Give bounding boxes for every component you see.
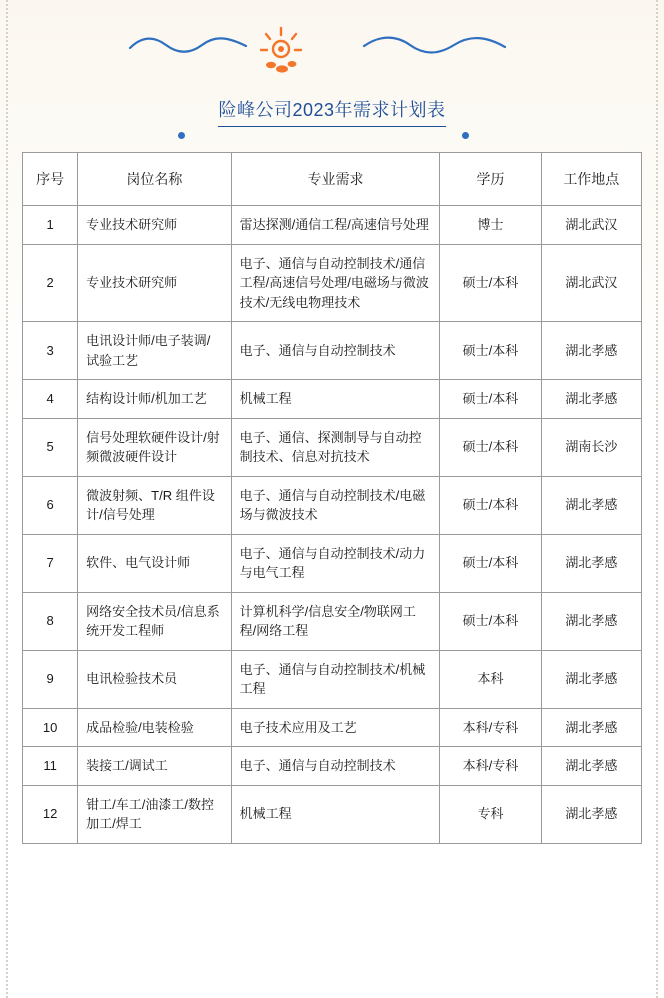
table-row — [23, 650, 642, 708]
cell-index: 11 — [23, 747, 78, 786]
cell-location: 湖北孝感 — [541, 650, 641, 708]
sun-icon — [258, 26, 304, 78]
cell-education: 本科/专科 — [440, 708, 541, 747]
cell-post: 微波射频、T/R 组件设计/信号处理 — [78, 476, 231, 534]
blue-dot-icon-left — [178, 132, 185, 139]
page-title: 险峰公司2023年需求计划表 — [218, 96, 445, 127]
cell-education: 博士 — [440, 206, 541, 245]
column-header-education: 学历 — [440, 153, 541, 206]
cell-index: 8 — [23, 592, 78, 650]
cell-education: 硕士/本科 — [440, 592, 541, 650]
table-row — [23, 476, 642, 534]
cell-education: 硕士/本科 — [440, 244, 541, 322]
cell-index: 7 — [23, 534, 78, 592]
cell-location: 湖北孝感 — [541, 747, 641, 786]
cell-location: 湖北武汉 — [541, 206, 641, 245]
cell-education: 硕士/本科 — [440, 534, 541, 592]
cell-major: 计算机科学/信息安全/物联网工程/网络工程 — [231, 592, 440, 650]
requirement-plan-table-wrapper — [22, 152, 642, 844]
cell-index: 12 — [23, 785, 78, 843]
cell-index: 9 — [23, 650, 78, 708]
table-row — [23, 708, 642, 747]
cell-post: 成品检验/电装检验 — [78, 708, 231, 747]
column-header-post: 岗位名称 — [78, 153, 231, 206]
table-row — [23, 322, 642, 380]
cell-major: 电子、通信与自动控制技术/机械工程 — [231, 650, 440, 708]
cell-major: 电子技术应用及工艺 — [231, 708, 440, 747]
cell-index: 2 — [23, 244, 78, 322]
cell-index: 1 — [23, 206, 78, 245]
cell-post: 软件、电气设计师 — [78, 534, 231, 592]
cell-major: 电子、通信与自动控制技术/动力与电气工程 — [231, 534, 440, 592]
table-row — [23, 380, 642, 419]
cell-education: 硕士/本科 — [440, 476, 541, 534]
table-row — [23, 534, 642, 592]
column-header-location: 工作地点 — [541, 153, 641, 206]
cell-major: 电子、通信、探测制导与自动控制技术、信息对抗技术 — [231, 418, 440, 476]
cell-education: 本科 — [440, 650, 541, 708]
cell-education: 专科 — [440, 785, 541, 843]
cell-major: 电子、通信与自动控制技术 — [231, 747, 440, 786]
cell-education: 硕士/本科 — [440, 418, 541, 476]
table-row — [23, 206, 642, 245]
table-header — [23, 153, 642, 206]
cell-index: 3 — [23, 322, 78, 380]
table-row — [23, 785, 642, 843]
cell-major: 机械工程 — [231, 785, 440, 843]
cell-location: 湖北孝感 — [541, 380, 641, 419]
cell-post: 专业技术研究师 — [78, 244, 231, 322]
cell-index: 5 — [23, 418, 78, 476]
table-row — [23, 592, 642, 650]
requirement-plan-table — [22, 152, 642, 844]
cell-post: 钳工/车工/油漆工/数控加工/焊工 — [78, 785, 231, 843]
wave-line-icon-right — [362, 34, 507, 61]
cell-major: 机械工程 — [231, 380, 440, 419]
cell-education: 硕士/本科 — [440, 380, 541, 419]
cell-post: 电讯设计师/电子装调/试验工艺 — [78, 322, 231, 380]
title-bar — [0, 96, 664, 154]
table-row — [23, 244, 642, 322]
cell-post: 网络安全技术员/信息系统开发工程师 — [78, 592, 231, 650]
cell-location: 湖北孝感 — [541, 322, 641, 380]
cell-major: 电子、通信与自动控制技术 — [231, 322, 440, 380]
cell-education: 硕士/本科 — [440, 322, 541, 380]
cell-location: 湖北孝感 — [541, 708, 641, 747]
cell-major: 雷达探测/通信工程/高速信号处理 — [231, 206, 440, 245]
cell-post: 电讯检验技术员 — [78, 650, 231, 708]
table-header-row — [23, 153, 642, 206]
blue-dot-icon-right — [462, 132, 469, 139]
cell-post: 信号处理软硬件设计/射频微波硬件设计 — [78, 418, 231, 476]
cell-location: 湖北孝感 — [541, 534, 641, 592]
column-header-index: 序号 — [23, 153, 78, 206]
cell-location: 湖北武汉 — [541, 244, 641, 322]
cell-major: 电子、通信与自动控制技术/通信工程/高速信号处理/电磁场与微波技术/无线电物理技术 — [231, 244, 440, 322]
cell-location: 湖北孝感 — [541, 785, 641, 843]
cell-index: 10 — [23, 708, 78, 747]
table-row — [23, 747, 642, 786]
cell-location: 湖北孝感 — [541, 476, 641, 534]
table-body — [23, 206, 642, 844]
cell-post: 结构设计师/机加工艺 — [78, 380, 231, 419]
cell-post: 专业技术研究师 — [78, 206, 231, 245]
cell-location: 湖南长沙 — [541, 418, 641, 476]
wave-line-icon — [128, 34, 248, 61]
column-header-major: 专业需求 — [231, 153, 440, 206]
cell-index: 4 — [23, 380, 78, 419]
cell-major: 电子、通信与自动控制技术/电磁场与微波技术 — [231, 476, 440, 534]
cell-education: 本科/专科 — [440, 747, 541, 786]
cell-location: 湖北孝感 — [541, 592, 641, 650]
cell-index: 6 — [23, 476, 78, 534]
header-decoration — [0, 0, 664, 96]
table-row — [23, 418, 642, 476]
cell-post: 装接工/调试工 — [78, 747, 231, 786]
